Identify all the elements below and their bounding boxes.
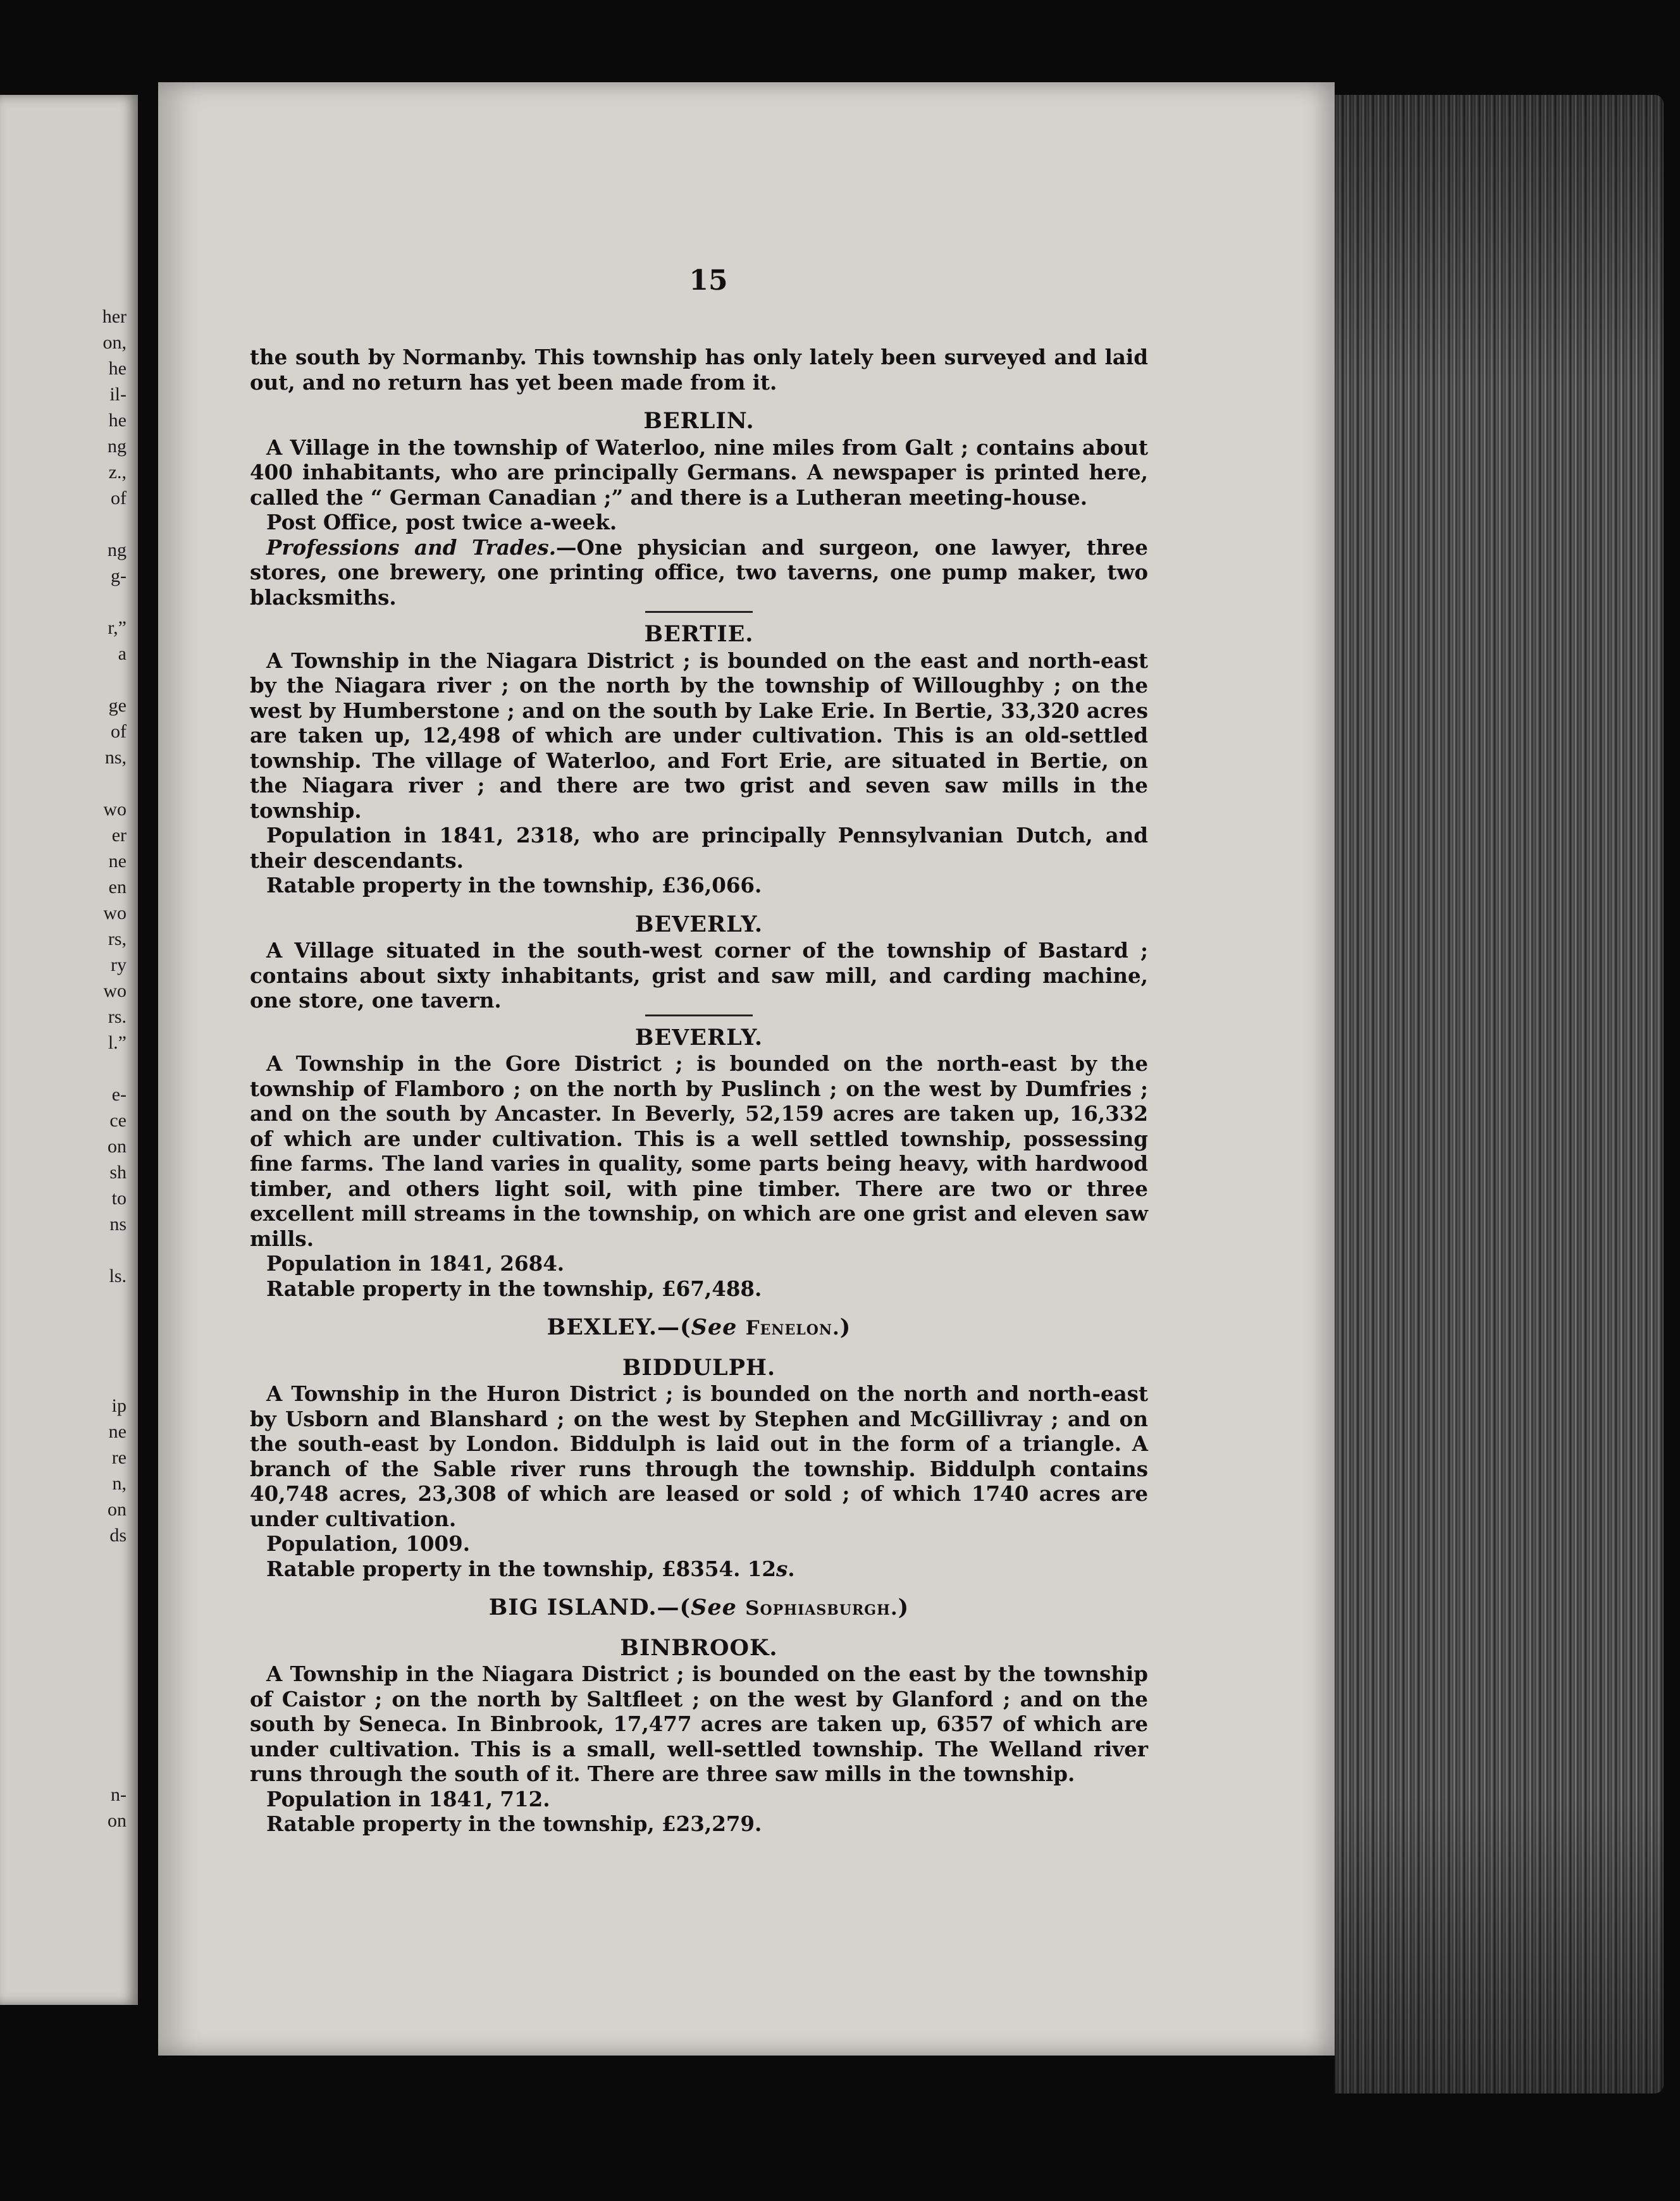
facing-page-edge xyxy=(0,95,138,2005)
facing-page-fragment xyxy=(0,1056,127,1082)
facing-page-fragment: wo xyxy=(103,903,127,923)
facing-page-fragment xyxy=(0,1652,127,1678)
section-divider xyxy=(645,1014,753,1016)
facing-page-fragment: z., xyxy=(108,462,127,483)
facing-page-fragment: rs. xyxy=(108,1006,127,1027)
entry-heading-beverly-township: BEVERLY. xyxy=(634,1024,763,1051)
facing-page-fragment: ns, xyxy=(104,747,127,768)
facing-page-fragment xyxy=(0,1289,127,1315)
facing-page-fragment: a xyxy=(118,643,127,664)
facing-page-fragment: ds xyxy=(109,1525,127,1546)
facing-page-fragment: ls. xyxy=(109,1266,127,1286)
facing-page-fragment: ns xyxy=(109,1214,127,1235)
facing-page-fragment: er xyxy=(111,825,127,846)
beverly-township-paragraph: A Township in the Gore District ; is bounded on the north-east by the township of Flamboro ; on the north by Puslinch ; on the west by Dumfries ; and on the south by Ancaster. In Beverly, 52,159 acres are taken up, 16,332 of which are under cultivation. This is a well settled township, possessing fine farms. The land varies in quality, some parts being heavy, with hardwood timber, and others light soil, with pine timber. There are two or three excellent mill streams in the township, on which are one grist and eleven saw mills. xyxy=(250,1051,1148,1251)
entry-heading-binbrook: BINBROOK. xyxy=(620,1634,778,1661)
facing-page-fragment: he xyxy=(108,410,127,431)
facing-page-fragment xyxy=(0,1341,127,1367)
page-number: 15 xyxy=(689,264,728,297)
facing-page-fragment xyxy=(0,1315,127,1341)
facing-page-fragment: on xyxy=(108,1810,127,1831)
facing-page-fragment: il- xyxy=(109,384,127,405)
facing-page-fragment: e- xyxy=(111,1084,127,1105)
facing-page-fragment: ng xyxy=(108,539,127,560)
facing-page-fragment: ry xyxy=(111,954,127,975)
biddulph-paragraph: A Township in the Huron District ; is bounded on the north and north-east by Usborn and Blanshard ; on the west by Stephen and McGillivray ; and on the south-east by London. Biddulph is laid out in the form of a triangle. A branch of the Sable river runs through the township. Biddulph contains 40,748 acres, 23,308 of which are leased or sold ; of which 1740 acres are under cultivation. xyxy=(250,1381,1148,1531)
facing-page-fragment: wo xyxy=(103,980,127,1001)
facing-page-fragment: n, xyxy=(112,1473,127,1494)
facing-page-fragment xyxy=(0,1730,127,1756)
biddulph-population: Population, 1009. xyxy=(266,1531,471,1556)
entry-heading-biddulph: BIDDULPH. xyxy=(622,1354,776,1381)
section-divider xyxy=(645,611,753,613)
facing-page-fragment: ne xyxy=(108,851,127,872)
facing-page-fragment xyxy=(0,1367,127,1393)
facing-page-fragment: ge xyxy=(108,695,127,716)
facing-page-fragment: sh xyxy=(109,1162,127,1183)
facing-page-fragment xyxy=(0,1600,127,1626)
facing-page-fragment: on xyxy=(108,1136,127,1157)
berlin-trades xyxy=(250,535,1148,610)
facing-page-fragment xyxy=(0,1626,127,1652)
gazetteer-text xyxy=(250,345,1148,1837)
biddulph-property: Ratable property in the township, £8354. 12s. xyxy=(266,1556,795,1581)
facing-page-fragment: to xyxy=(111,1188,127,1209)
binbrook-property: Ratable property in the township, £23,279. xyxy=(266,1811,762,1836)
trades-label: Professions and Trades. xyxy=(266,534,557,560)
facing-page-fragment xyxy=(0,667,127,693)
entry-heading-big-island: BIG ISLAND.—(See Sophiasburgh.) xyxy=(488,1594,910,1620)
facing-page-fragment: ne xyxy=(108,1421,127,1442)
facing-page-fragment: g- xyxy=(111,565,127,586)
facing-page-fragment: re xyxy=(111,1447,127,1468)
bertie-property: Ratable property in the township, £36,066. xyxy=(266,873,762,897)
trades-text: —One physician and surgeon, one lawyer, three stores, one brewery, one printing office, two taverns, one pump maker, two blacksmiths. xyxy=(250,534,1148,610)
beverly-population: Population in 1841, 2684. xyxy=(266,1251,565,1276)
facing-page-fragment: wo xyxy=(103,799,127,820)
facing-page-fragment: r,” xyxy=(108,617,127,638)
facing-page-fragment: on, xyxy=(102,332,127,353)
facing-page-fragment xyxy=(0,1574,127,1600)
facing-page-fragment xyxy=(0,511,127,537)
beverly-village-paragraph: A Village situated in the south-west corner of the township of Bastard ; contains about sixty inhabitants, grist and saw mill, and carding machine, one store, one tavern. xyxy=(250,938,1148,1013)
entry-heading-berlin: BERLIN. xyxy=(643,408,755,434)
facing-page-fragment: of xyxy=(111,488,127,509)
facing-page-fragment: of xyxy=(111,721,127,742)
berlin-post-office: Post Office, post twice a-week. xyxy=(266,510,617,534)
intro-paragraph: the south by Normanby. This township has only lately been surveyed and laid out, and no return has yet been made from it. xyxy=(250,345,1148,395)
berlin-paragraph: A Village in the township of Waterloo, nine miles from Galt ; contains about 400 inhabitants, who are principally Germans. A newspaper is printed here, called the “ German Canadian ;” and there is a Lutheran meeting-house. xyxy=(250,435,1148,510)
facing-page-fragment: on xyxy=(108,1499,127,1520)
bertie-population: Population in 1841, 2318, who are principally Pennsylvanian Dutch, and their descendants. xyxy=(250,823,1148,873)
facing-page-fragment xyxy=(0,589,127,615)
facing-page-fragment xyxy=(0,1678,127,1704)
facing-page-fragment: l.” xyxy=(108,1032,127,1053)
entry-heading-beverly-village: BEVERLY. xyxy=(634,911,763,937)
facing-page-fragment: en xyxy=(108,877,127,897)
bertie-paragraph: A Township in the Niagara District ; is bounded on the east and north-east by the Niagara river ; on the north by the township of Willoughby ; on the west by Humberstone ; and on the south by Lake Erie. In Bertie, 33,320 acres are taken up, 12,498 of which are under cultivation. This is an old-settled township. The village of Waterloo, and Fort Erie, are situated in Bertie, on the Niagara river ; and there are two grist and seven saw mills in the township. xyxy=(250,648,1148,823)
entry-heading-bertie: BERTIE. xyxy=(644,621,754,647)
facing-page-fragment xyxy=(0,1756,127,1782)
facing-page-fragment: he xyxy=(108,358,127,379)
facing-page-fragment: rs, xyxy=(108,928,127,949)
facing-page-fragment: n- xyxy=(111,1784,127,1805)
facing-page-text-fragments xyxy=(0,304,127,1834)
facing-page-fragment xyxy=(0,1548,127,1574)
facing-page-fragment: ng xyxy=(108,436,127,457)
facing-page-fragment xyxy=(0,1237,127,1263)
beverly-property: Ratable property in the township, £67,488. xyxy=(266,1276,762,1301)
binbrook-population: Population in 1841, 712. xyxy=(266,1786,550,1811)
facing-page-fragment: her xyxy=(102,306,127,327)
entry-heading-bexley: BEXLEY.—(See Fenelon.) xyxy=(547,1314,851,1340)
facing-page-fragment xyxy=(0,770,127,796)
facing-page-fragment: ip xyxy=(111,1395,127,1416)
facing-page-fragment: ce xyxy=(109,1110,127,1131)
facing-page-fragment xyxy=(0,1704,127,1730)
binbrook-paragraph: A Township in the Niagara District ; is bounded on the east by the township of Caistor ; on the north by Saltfleet ; on the west by Glanford ; and on the south by Seneca. In Binbrook, 17,477 acres are taken up, 6357 of which are under cultivation. This is a small, well-settled township. The Welland river runs through the south of it. There are three saw mills in the township. xyxy=(250,1662,1148,1786)
